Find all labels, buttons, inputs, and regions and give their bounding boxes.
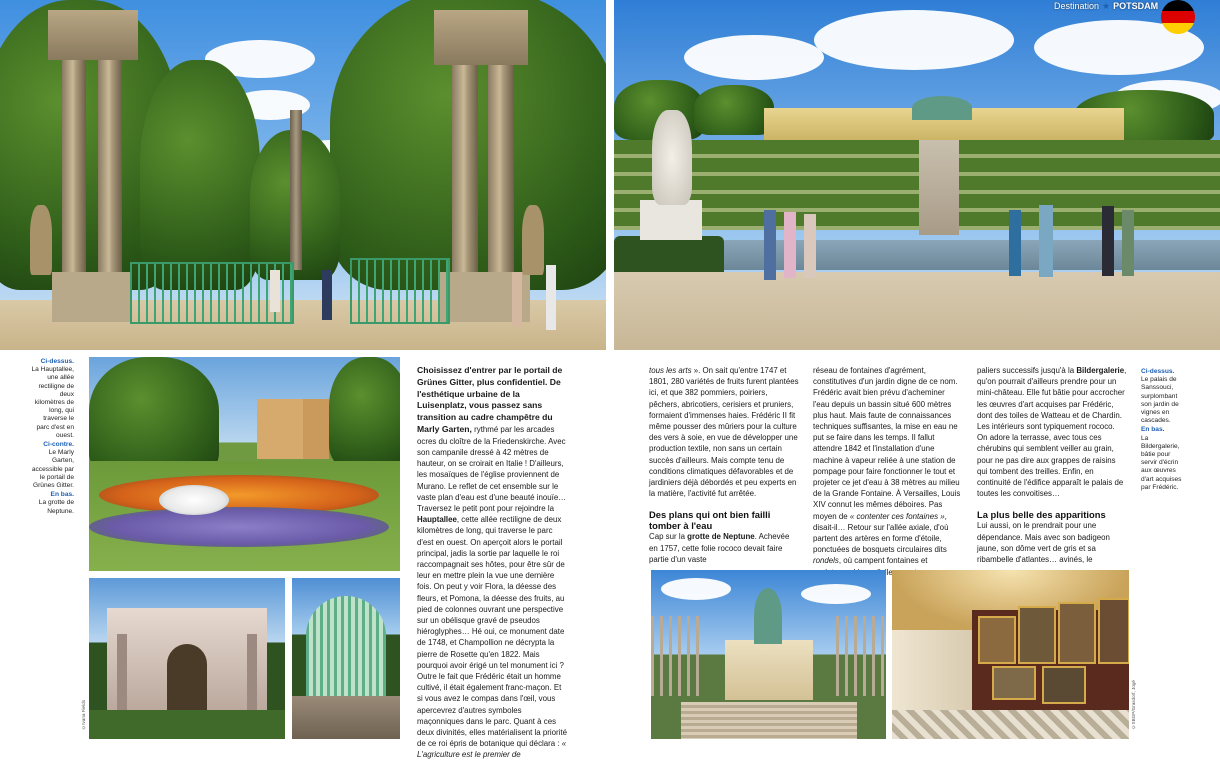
hauptallee-link: Hauptallee <box>417 515 457 525</box>
article-column-1: Choisissez d'entrer par le portail de Grünes Gitter, plus confidentiel. De l'esthétique urbaine de la Luisenplatz, vous passez sans transition au cadre champêtre du Marly Garten, rythmé par les arcades ocres du cloître de la Friedenskirche. Avec son campanile dressé à 42 mètres de hauteur, on se croirait en Italie ! D'ailleurs, les mosaïques de l'église proviennent de Murano. Le reflet de cet ensemble sur le vaste plan d'eau est d'une beauté inouïe… Traversez le petit pont pour rejoindre la Hauptallee, cette allée rectiligne de deux kilomètres de long, qui traverse le parc d'est en ouest. On aperçoit alors le portail principal, jadis la sortie par laquelle le roi raccompagnait ses hôtes, pour être sûr de leur en mettre plein la vue une dernière fois. On peut y voir Flora, la déesse des fleurs, et Pomona, la déesse des fruits, au pied de colonnes ouvrant une perspective sur un obélisque gravé de pseudos hiéroglyphes… Hé oui, ce monument date de 1748, et Champollion ne décrypta la pierre de Rosette qu'en 1822. Mais pourquoi avoir érigé un tel monument ici ? Outre le fait que Frédéric était un homme cultivé, il était également franc-maçon. Et si vous avez le compas dans l'œil, vous apercevrez d'autres symboles maçonniques dans le parc. Quant à ces deux divinités, elles matérialisent la priorité de ce roi épris de botanique qui déclara : « L'agriculture est le premier de <box>417 365 567 760</box>
star-icon: ★ <box>1102 0 1111 11</box>
flag-stripe-red <box>1161 11 1195 23</box>
caption-3: En bas. La grotte de Neptune. <box>38 491 74 515</box>
photo-hauptallee-portal <box>0 0 606 350</box>
caption-2: Ci-contre. Le Marly Garten, accessible par le portail de Grünes Gitter. <box>31 441 74 490</box>
section-header <box>1054 0 1158 12</box>
article-column-2: tous les arts ». On sait qu'entre 1747 et 1801, 280 variétés de fruits furent plantées ici, et que 382 pommiers, poiriers, pêchers, abricotiers, cerisiers et pruniers, formaient d'immenses haies. Frédéric II fit même pousser des mûriers pour la culture des vers à soie, en vue de développer une production textile, non sans un certain succès d'ailleurs. Mais compte tenu de conditions climatiques défavorables et de jardiniers déjà débordés et peu experts en la matière, l'activité fut arrêtée. Des plans qui ont bien failli tomber à l'eau Cap sur la grotte de Neptune. Achevée en 1757, cette folie rococo devait faire partie d'un vaste <box>649 366 799 564</box>
photo-marly-garten <box>89 357 400 571</box>
section-label: Destination <box>1054 1 1100 11</box>
photo-neptune-grotto <box>89 578 285 739</box>
photo-neue-kammern <box>651 570 886 739</box>
article-column-4: paliers successifs jusqu'à la Bildergalerie, qu'on pourrait d'ailleurs prendre pour un mini-château. Elle fut bâtie pour accrocher les œuvres d'art acquises par Frédéric, dont des toiles de Watteau et de Chardin. Les intérieurs sont typiquement rococo. On adore la terrasse, avec tous ces chérubins qui semblent veiller au grain, pour ne pas dire aux grappes de raisins qui tombent des treilles. Enfin, en continuité de l'édifice apparaît le palais de toutes les convoitises… La plus belle des apparitions Lui aussi, on le prendrait pour une dépendance. Mais avec son badigeon jaune, son dôme vert de gris et sa ribambelle d'atlantes… avinés, le <box>977 366 1127 565</box>
subhead-plans: Des plans qui ont bien failli tomber à l'eau <box>649 509 771 532</box>
captions-left <box>30 358 74 516</box>
germany-flag-icon <box>1161 0 1195 34</box>
city-label: POTSDAM <box>1113 1 1159 11</box>
photo-trellis-pavilion <box>292 578 400 739</box>
captions-right <box>1141 368 1187 492</box>
photo-credit-right: ©SBGP/Grasdorf, Jogé <box>1131 680 1136 730</box>
caption-5: En bas. La Bildergalerie, bâtie pour servir d'écrin aux œuvres d'art acquises par Frédéric. <box>1141 426 1182 491</box>
photo-sanssouci-palace <box>614 0 1220 350</box>
subhead-apparitions: La plus belle des apparitions <box>977 509 1106 521</box>
article-lead: Choisissez d'entrer par le portail de Grünes Gitter, plus confidentiel. De l'esthétique urbaine de la Luisenplatz, vous passez sans transition au cadre champêtre du Marly Garten, <box>417 365 563 434</box>
caption-1: Ci-dessus. La Hauptallee, une allée rectiligne de deux kilomètres de long, qui traverse le parc d'est en ouest. <box>31 358 74 439</box>
article-column-3: réseau de fontaines d'agrément, constitutives d'un jardin digne de ce nom. Frédéric avait bien prévu d'acheminer l'eau depuis un bassin situé 600 mètres plus haut. Mais faute de connaissances techniques suffisantes, la mise en eau ne put se faire dans les temps. Il fallut attendre 1842 et l'installation d'une machine à vapeur reliée à une station de pompage pour faire fonctionner le tout et projeter ce jet d'eau à 38 mètres au milieu de la Grande Fontaine. À Versailles, Louis XIV connut les mêmes déboires. Pas moyen de « contenter ces fontaines », disait-il… Retour sur l'allée axiale, d'où partent des artères en forme d'étoile, ponctuées de bosquets circulaires dits rondels, où campent fontaines et <box>813 366 961 566</box>
photo-credit-left: ©Ivana Fields <box>81 700 86 730</box>
photo-bildergalerie <box>892 570 1129 739</box>
caption-4: Ci-dessus. Le palais de Sanssouci, surplombant son jardin de vignes en cascades. <box>1141 368 1179 425</box>
